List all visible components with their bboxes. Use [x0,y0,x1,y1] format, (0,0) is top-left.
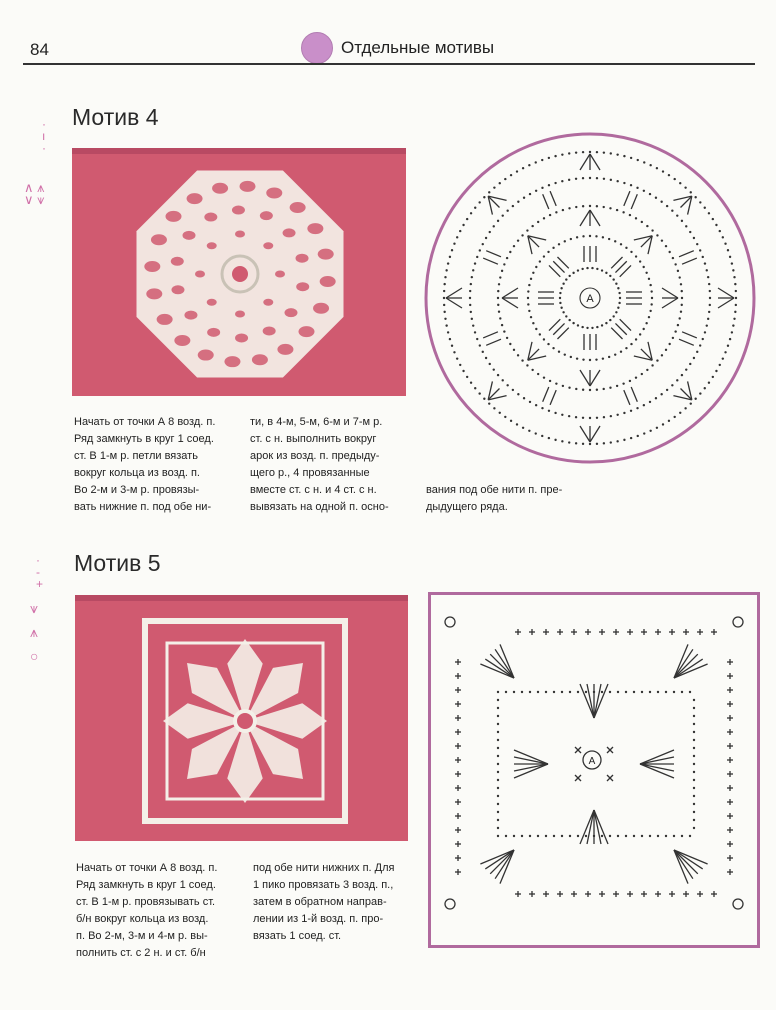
header-rule [23,63,755,65]
text-line: ти, в 4-м, 5-м, 6-м и 7-м р. [250,416,383,428]
text-line: вязать 1 соед. ст. [253,930,342,942]
motif-4-photo [72,148,406,396]
double-crochet-icon: ∧ ⩚ ∨ ⩛ [24,180,45,207]
text-line: Начать от точки А 8 возд. п. [74,416,216,428]
motif-4-title: Мотив 4 [72,104,159,130]
motif-4-text-col-3 [426,482,596,516]
text-line: ст. В 1-м р. петли вязать [74,450,198,462]
section-title: Отдельные мотивы [341,38,495,57]
motif-5-photo [75,595,408,841]
motif-4-center-label: A [586,293,594,305]
motif-4-text-col-2 [250,414,420,516]
text-line: ст. В 1-м р. провязывать ст. [76,896,216,908]
motif-5-text-col-2 [253,860,423,945]
motif-5-title: Мотив 5 [74,550,161,576]
text-line: ст. с н. выполнить вокруг [250,433,377,445]
text-line: арок из возд. п. предыду- [250,450,380,462]
text-line: 1 пико провязать 3 возд. п., [253,879,394,891]
text-line: Ряд замкнуть в круг 1 соед. [76,879,216,891]
text-line: под обе нити нижних п. Для [253,862,395,874]
text-line: вывязать на одной п. осно- [250,501,389,513]
text-line: вокруг кольца из возд. п. [74,467,200,479]
picot-icon: · - + [36,553,44,591]
motif-4-diagram [424,130,756,466]
motif-5-center-label: A [588,756,596,767]
chain-stitch-icon: · ı · [42,117,46,155]
motif-4-text-col-1 [74,414,244,516]
motif-5-text-col-1 [76,860,246,962]
text-line: щего р., 4 провязанные [250,467,370,479]
page-number: 84 [30,40,49,59]
text-line: дыдущего ряда. [426,501,508,513]
text-line: п. Во 2-м, 3-м и 4-м р. вы- [76,930,208,942]
decrease-icon: ⩛ ⩚ ○ [30,600,39,664]
text-line: б/н вокруг кольца из возд. [76,913,209,925]
text-line: лении из 1-й возд. п. про- [253,913,384,925]
text-line: Начать от точки А 8 возд. п. [76,862,218,874]
section-marker-icon [301,32,333,64]
text-line: Ряд замкнуть в круг 1 соед. [74,433,214,445]
text-line: полнить ст. с 2 н. и ст. б/н [76,947,206,959]
text-line: вместе ст. с н. и 4 ст. с н. [250,484,377,496]
text-line: вать нижние п. под обе ни- [74,501,212,513]
motif-5-diagram [428,592,760,948]
text-line: вания под обе нити п. пре- [426,484,563,496]
text-line: Во 2-м и 3-м р. провязы- [74,484,200,496]
text-line: затем в обратном направ- [253,896,387,908]
